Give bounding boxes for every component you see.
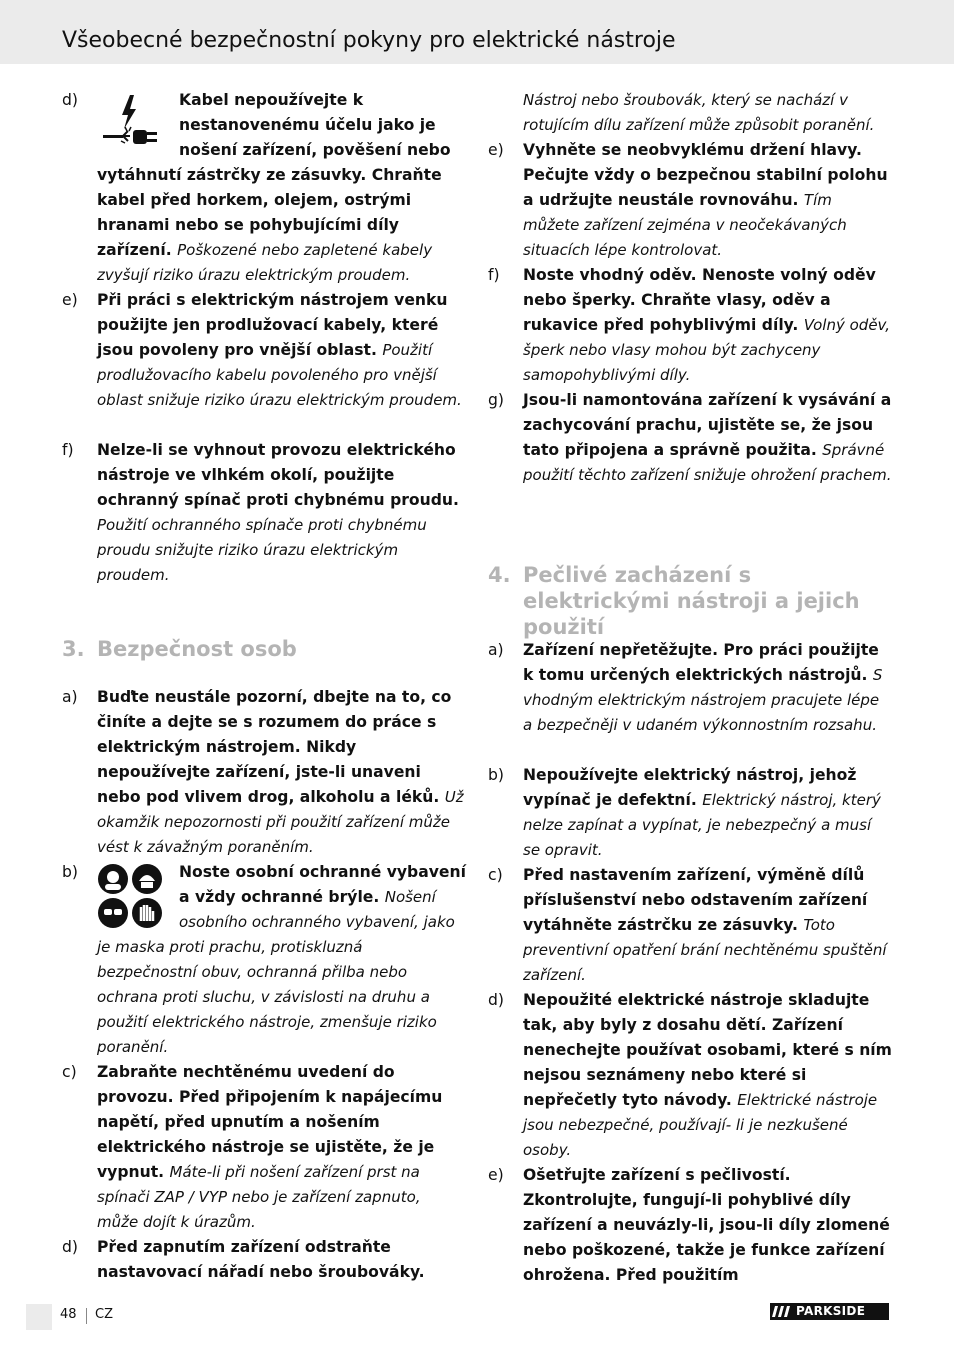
right-column <box>488 88 892 1288</box>
item-e-extension-cable <box>62 288 466 438</box>
section-title: Pečlivé zacházení s elektrickými nástroji a jejich použití <box>523 563 860 639</box>
left-column <box>62 88 466 1285</box>
item-bold-text: Před zapnutím zařízení odstraňte nastavovací nářadí nebo šroubováky. <box>97 1238 425 1281</box>
page-title: Všeobecné bezpečnostní pokyny pro elektrické nástroje <box>62 28 676 53</box>
item-bold-text: Zařízení nepřetěžujte. Pro práci použijte k tomu určených elektrických nástrojů. <box>523 641 879 684</box>
item-bold-text: Před nastavením zařízení, výměně dílů příslušenství nebo odstavením zařízení vytáhněte zástrčku ze zásuvky. <box>523 866 868 934</box>
item-bold-text: Vyhněte se neobvyklému držení hlavy. Pečujte vždy o bezpečnou stabilní polohu a udržujte neustále rovnováhu. <box>523 141 888 209</box>
item-b-defective-switch <box>488 763 892 863</box>
item-italic-text: Poškozené nebo zapletené kabely zvyšují riziko úrazu elektrickým proudem. <box>97 241 433 284</box>
section-number: 4. <box>488 563 511 587</box>
item-letter: c) <box>62 1063 77 1081</box>
item-letter: g) <box>488 391 504 409</box>
item-letter: e) <box>62 291 78 309</box>
section-number: 3. <box>62 637 85 661</box>
item-italic-text: Elektrický nástroj, který nelze zapínat a vypínat, je nebezpečný a musí se opravit. <box>523 791 881 859</box>
item-letter: f) <box>488 266 500 284</box>
item-g-dust-extraction <box>488 388 892 513</box>
page-footer <box>0 1290 954 1330</box>
page-language: CZ <box>95 1307 113 1322</box>
item-italic-text: Správné použití těchto zařízení snižuje ohrožení prachem. <box>523 441 892 484</box>
protective-equipment-icons <box>97 863 163 929</box>
logo-stripes-icon <box>770 1303 796 1320</box>
electric-shock-warning-icon <box>97 91 163 157</box>
item-italic-text: Tím můžete zařízení zejména v neočekávaných situacích lépe kontrolovat. <box>523 191 847 259</box>
footer-divider <box>86 1308 87 1324</box>
item-a-attention <box>62 685 466 860</box>
item-bold-text: Buďte neustále pozorní, dbejte na to, co činíte a dejte se s rozumem do práce s elektrickým nástrojem. Nikdy nepoužívejte zařízení, jste-li unaveni nebo pod vlivem drog, alkoholu a léků. <box>97 688 452 806</box>
item-f-wet-environment <box>62 438 466 588</box>
item-bold-text: Při práci s elektrickým nástrojem venku použijte jen prodlužovací kabely, které jsou povoleny pro vnější oblast. <box>97 291 448 359</box>
item-italic-text: Použití ochranného spínače proti chybnému proudu snižujte riziko úrazu elektrickým proudem. <box>97 516 427 584</box>
page-header <box>0 0 954 64</box>
item-letter: d) <box>488 991 504 1009</box>
brand-name: PARKSIDE <box>796 1304 866 1318</box>
item-letter: e) <box>488 1166 504 1184</box>
item-bold-text: Kabel nepoužívejte k nestanovenému účelu jako je nošení zařízení, pověšení nebo vytáhnutí zástrčky ze zásuvky. Chraňte kabel před horkem, olejem, ostrými hranami nebo se pohybujícími díly zařízení. <box>97 91 451 259</box>
item-italic-text: Už okamžik nepozornosti při použití zařízení může vést k závažným poraněním. <box>97 788 464 856</box>
item-bold-text: Nepoužité elektrické nástroje skladujte tak, aby byly z dosahu dětí. Zařízení nenechejte používat osobami, které s ním nejsou seznámeny nebo které si nepřečetly tyto návody. <box>523 991 892 1109</box>
item-a-overload <box>488 638 892 763</box>
parkside-logo <box>770 1303 889 1320</box>
item-letter: e) <box>488 141 504 159</box>
item-italic-text: Elektrické nástroje jsou nebezpečné, používají- li je nezkušené osoby. <box>523 1091 878 1159</box>
item-bold-text: Noste osobní ochranné vybavení a vždy ochranné brýle. <box>179 863 466 906</box>
item-bold-text: Jsou-li namontována zařízení k vysávání a zachycování prachu, ujistěte se, že jsou tato připojena a správně použita. <box>523 391 892 459</box>
section-4-heading <box>488 562 892 638</box>
item-italic-text: Použití prodlužovacího kabelu povoleného pro vnější oblast snižuje riziko úrazu elektrickým proudem. <box>97 341 462 409</box>
item-d-continuation <box>488 88 892 138</box>
item-f-clothing <box>488 263 892 388</box>
item-italic-text: Toto preventivní opatření brání nechtěnému spuštění zařízení. <box>523 916 887 984</box>
item-italic-text: Máte-li při nošení zařízení prst na spínači ZAP / VYP nebo je zařízení zapnuto, může dojít k úrazům. <box>97 1163 421 1231</box>
item-letter: d) <box>62 91 78 109</box>
item-letter: c) <box>488 866 503 884</box>
item-bold-text: Ošetřujte zařízení s pečlivostí. Zkontrolujte, fungují-li pohyblivé díly zařízení a neuvázly-li, jsou-li díly zlomené nebo poškozené, takže je funkce zařízení ohrožena. Před použitím <box>523 1166 890 1284</box>
item-italic-text: Nástroj nebo šroubovák, který se nachází v rotujícím dílu zařízení může způsobit poranění. <box>523 91 875 134</box>
item-b-protective-equipment <box>62 860 466 1060</box>
item-letter: b) <box>62 863 78 881</box>
section-title: Bezpečnost osob <box>97 637 297 661</box>
item-letter: d) <box>62 1238 78 1256</box>
item-c-unplug <box>488 863 892 988</box>
item-d-remove-tools <box>62 1235 466 1285</box>
item-e-maintenance <box>488 1163 892 1288</box>
item-d-cable <box>62 88 466 288</box>
item-italic-text: Nošení osobního ochranného vybavení, jako je maska proti prachu, protiskluzná bezpečnostní obuv, ochranná přilba nebo ochrana proti sluchu, v závislosti na druhu a použití elektrického nástroje, zmenšuje riziko poranění. <box>97 888 455 1056</box>
item-italic-text: Volný oděv, šperk nebo vlasy mohou být zachyceny samopohyblivými díly. <box>523 316 890 384</box>
item-letter: a) <box>62 688 78 706</box>
item-d-storage <box>488 988 892 1163</box>
item-bold-text: Noste vhodný oděv. Nenoste volný oděv nebo šperky. Chraňte vlasy, oděv a rukavice před pohyblivými díly. <box>523 266 876 334</box>
item-letter: f) <box>62 441 74 459</box>
item-bold-text: Nelze-li se vyhnout provozu elektrického nástroje ve vlhkém okolí, použijte ochranný spínač proti chybnému proudu. <box>97 441 459 509</box>
item-bold-text: Nepoužívejte elektrický nástroj, jehož vypínač je defektní. <box>523 766 857 809</box>
item-letter: b) <box>488 766 504 784</box>
page-marker <box>26 1304 52 1330</box>
section-3-heading <box>62 636 466 685</box>
item-italic-text: S vhodným elektrickým nástrojem pracujete lépe a bezpečněji v udaném výkonnostním rozsahu. <box>523 666 883 734</box>
item-e-posture <box>488 138 892 263</box>
item-bold-text: Zabraňte nechtěnému uvedení do provozu. Před připojením k napájecímu napětí, před upnutím a nošením elektrického nástroje se ujistěte, že je vypnut. <box>97 1063 443 1181</box>
item-letter: a) <box>488 641 504 659</box>
item-c-unintended-start <box>62 1060 466 1235</box>
page-number: 48 <box>60 1307 77 1322</box>
